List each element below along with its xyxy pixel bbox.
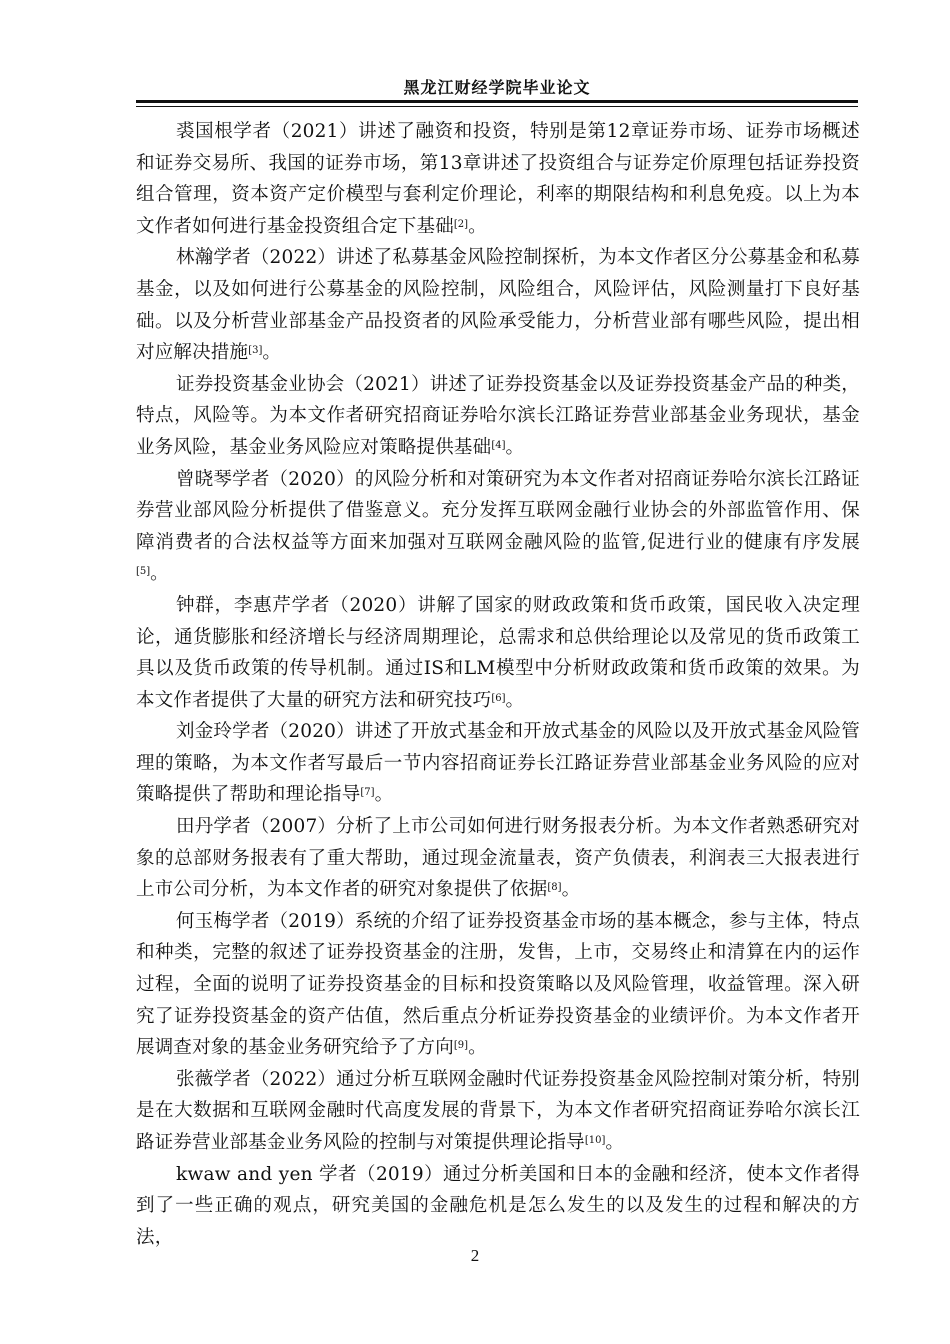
paragraph-text: 田丹学者（2007）分析了上市公司如何进行财务报表分析。为本文作者熟悉研究对象的总部财务报表有了重大帮助，通过现金流量表，资产负债表，利润表三大报表进行上市公司分析，为本文作者的研究对象提供了依据 — [136, 816, 860, 901]
paragraph-text: 刘金玲学者（2020）讲述了开放式基金和开放式基金的风险以及开放式基金风险管理的策略，为本文作者写最后一节内容招商证券长江路证券营业部基金业务风险的应对策略提供了帮助和理论指导 — [136, 721, 860, 806]
paragraph — [136, 590, 860, 716]
running-header: 黑龙江财经学院毕业论文 — [403, 78, 591, 97]
paragraph-text: 林瀚学者（2022）讲述了私募基金风险控制探析，为本文作者区分公募基金和私募基金，以及如何进行公募基金的风险控制，风险组合，风险评估，风险测量打下良好基础。以及分析营业部基金产品投资者的风险承受能力，分析营业部有哪些风险，提出相对应解决措施 — [136, 247, 860, 364]
paragraph — [136, 906, 860, 1064]
citation-ref: [10] — [584, 1135, 606, 1146]
citation-ref: [2] — [453, 218, 469, 230]
paragraph-end: 。 — [505, 436, 525, 458]
paragraph-end: 。 — [505, 689, 525, 711]
paragraph-text: 曾晓琴学者（2020）的风险分析和对策研究为本文作者对招商证券哈尔滨长江路证券营业部风险分析提供了借鉴意义。充分发挥互联网金融行业协会的外部监管作用、保障消费者的合法权益等方面来加强对互联网金融风险的监管,促进行业的健康有序发展 — [136, 468, 860, 553]
paragraph — [136, 1159, 860, 1254]
paragraph-text: kwaw and yen 学者（2019）通过分析美国和日本的金融和经济，使本文作者得到了一些正确的观点，研究美国的金融危机是怎么发生的以及发生的过程和解决的方法， — [136, 1163, 860, 1248]
paragraph-end: 。 — [605, 1132, 625, 1153]
paragraph — [136, 464, 860, 590]
paragraph-end: 。 — [150, 563, 169, 585]
paragraph — [136, 811, 860, 906]
page-number: 2 — [470, 1246, 480, 1265]
paragraph-text: 证券投资基金业协会（2021）讲述了证券投资基金以及证券投资基金产品的种类，特点，风险等。为本文作者研究招商证券哈尔滨长江路证券营业部基金业务现状，基金业务风险，基金业务风险应对策略提供基础 — [136, 373, 860, 458]
paragraph-end: 。 — [468, 1037, 487, 1059]
paragraph-end: 。 — [262, 342, 282, 364]
header-rule-thin — [136, 106, 858, 107]
paragraph-end: 。 — [468, 215, 487, 237]
paragraph-end: 。 — [374, 784, 394, 806]
paragraph — [136, 716, 860, 811]
citation-ref: [3] — [248, 345, 263, 357]
paragraph-text: 何玉梅学者（2019）系统的介绍了证券投资基金市场的基本概念，参与主体，特点和种类，完整的叙述了证券投资基金的注册，发售，上市，交易终止和清算在内的运作过程，全面的说明了证券投资基金的目标和投资策略以及风险管理，收益管理。深入研究了证券投资基金的资产估值，然后重点分析证券投资基金的业绩评价。为本文作者开展调查对象的基金业务研究给予了方向 — [136, 910, 860, 1059]
paragraph — [136, 369, 860, 464]
body-text — [136, 116, 860, 1253]
paragraph — [136, 242, 860, 368]
paragraph-end: 。 — [561, 879, 581, 901]
paragraph — [136, 1064, 860, 1159]
citation-ref: [5] — [136, 566, 151, 578]
header-rule-thick — [136, 100, 858, 103]
citation-ref: [9] — [453, 1040, 469, 1052]
paragraph-text: 裘国根学者（2021）讲述了融资和投资，特别是第12章证券市场、证券市场概述和证券交易所、我国的证券市场，第13章讲述了投资组合与证券定价原理包括证券投资组合管理，资本资产定价模型与套利定价理论，利率的期限结构和利息免疫。以上为本文作者如何进行基金投资组合定下基础 — [136, 121, 860, 237]
citation-ref: [6] — [491, 692, 506, 704]
citation-ref: [4] — [491, 439, 506, 451]
paragraph — [136, 116, 860, 242]
paragraph-text: 张薇学者（2022）通过分析互联网金融时代证券投资基金风险控制对策分析，特别是在大数据和互联网金融时代高度发展的背景下，为本文作者研究招商证券哈尔滨长江路证券营业部基金业务风险的控制与对策提供理论指导 — [136, 1068, 860, 1153]
citation-ref: [7] — [360, 787, 375, 799]
paragraph-text: 钟群，李惠芹学者（2020）讲解了国家的财政政策和货币政策，国民收入决定理论，通货膨胀和经济增长与经济周期理论，总需求和总供给理论以及常见的货币政策工具以及货币政策的传导机制。通过IS和LM模型中分析财政政策和货币政策的效果。为本文作者提供了大量的研究方法和研究技巧 — [136, 594, 860, 711]
citation-ref: [8] — [547, 882, 562, 894]
